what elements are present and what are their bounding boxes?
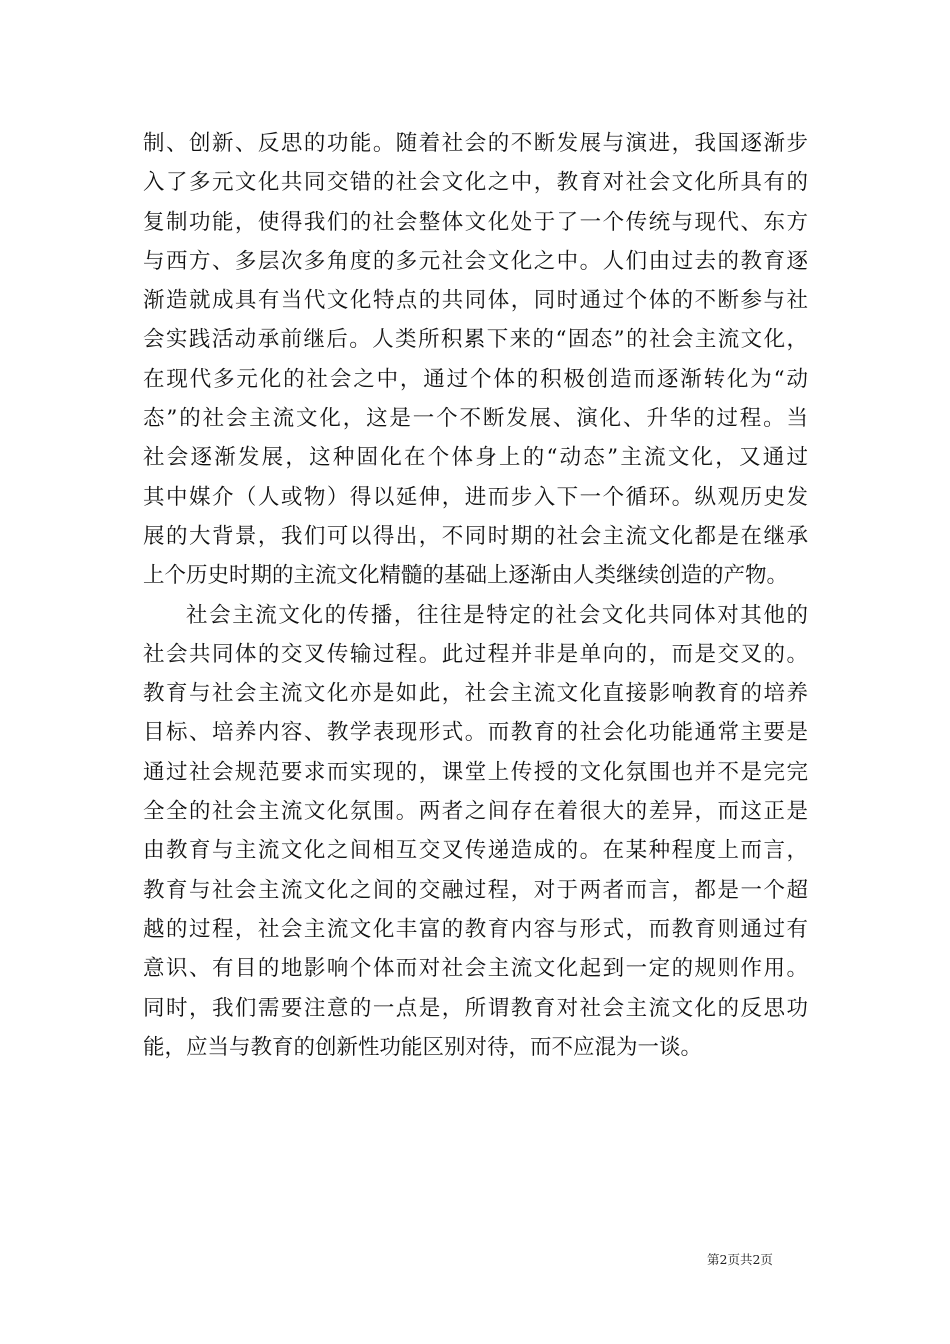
paragraph-1-line: 渐造就成具有当代文化特点的共同体，同时通过个体的不断参与社 [143,288,808,314]
paragraph-1-line: 在现代多元化的社会之中，通过个体的积极创造而逐渐转化为“动 [143,366,808,392]
paragraph-2-line: 社会共同体的交叉传输过程。此过程并非是单向的，而是交叉的。 [143,641,808,667]
paragraph-1-line: 社会逐渐发展，这种固化在个体身上的“动态”主流文化，又通过 [143,445,808,471]
paragraph-1-line: 态”的社会主流文化，这是一个不断发展、演化、升华的过程。当 [143,406,808,432]
paragraph-2-line: 能，应当与教育的创新性功能区别对待，而不应混为一谈。 [143,1034,703,1060]
paragraph-1-line: 展的大背景，我们可以得出，不同时期的社会主流文化都是在继承 [143,523,808,549]
paragraph-1-line: 复制功能，使得我们的社会整体文化处于了一个传统与现代、东方 [143,209,808,235]
paragraph-2-line: 通过社会规范要求而实现的，课堂上传授的文化氛围也并不是完完 [143,759,808,785]
paragraph-2-line: 目标、培养内容、教学表现形式。而教育的社会化功能通常主要是 [143,720,808,746]
paragraph-2-line: 全全的社会主流文化氛围。两者之间存在着很大的差异，而这正是 [143,799,808,825]
page-number-footer: 第2页共2页 [707,1252,773,1267]
paragraph-1-line: 上个历史时期的主流文化精髓的基础上逐渐由人类继续创造的产物。 [143,563,789,589]
paragraph-2-line: 教育与社会主流文化之间的交融过程，对于两者而言，都是一个超 [143,877,808,903]
document-body [143,124,808,1067]
paragraph-2-line: 社会主流文化的传播，往往是特定的社会文化共同体对其他的 [186,602,808,628]
paragraph-1-line: 入了多元文化共同交错的社会文化之中，教育对社会文化所具有的 [143,170,808,196]
paragraph-1-line: 其中媒介（人或物）得以延伸，进而步入下一个循环。纵观历史发 [143,484,808,510]
paragraph-2-line: 意识、有目的地影响个体而对社会主流文化起到一定的规则作用。 [143,956,808,982]
paragraph-1-line: 制、创新、反思的功能。随着社会的不断发展与演进，我国逐渐步 [143,131,808,156]
paragraph-2-line: 同时，我们需要注意的一点是，所谓教育对社会主流文化的反思功 [143,995,808,1021]
paragraph-1-line: 会实践活动承前继后。人类所积累下来的“固态”的社会主流文化， [143,327,808,353]
paragraph-2-line: 由教育与主流文化之间相互交叉传递造成的。在某种程度上而言， [143,838,808,864]
paragraph-2-line: 越的过程，社会主流文化丰富的教育内容与形式，而教育则通过有 [143,916,808,942]
paragraph-1-line: 与西方、多层次多角度的多元社会文化之中。人们由过去的教育逐 [143,248,808,274]
paragraph-2-line: 教育与社会主流文化亦是如此，社会主流文化直接影响教育的培养 [143,681,808,707]
